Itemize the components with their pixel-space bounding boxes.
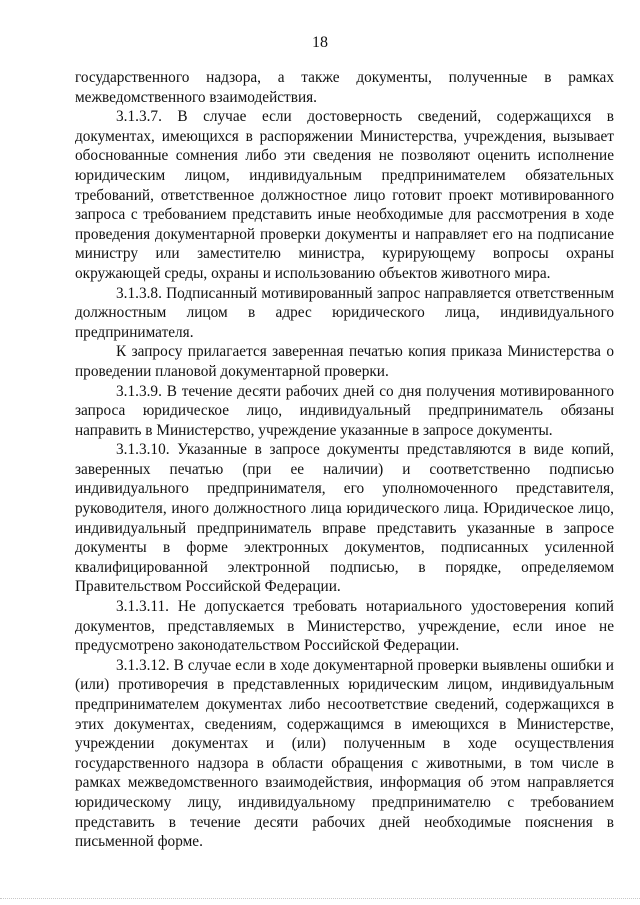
page-number: 18 [312, 34, 328, 51]
paragraph-3-1-3-8: 3.1.3.8. Подписанный мотивированный запрос направляется ответственным должностным лицом в адрес юридического лица, индивидуального предпринимателя. [75, 284, 614, 341]
paragraph-continuation: государственного надзора, а также документы, полученные в рамках межведомственного взаимодействия. [75, 69, 614, 106]
paragraph-request-attachment: К запросу прилагается заверенная печатью копия приказа Министерства о проведении плановой документарной проверки. [75, 343, 614, 380]
paragraph-3-1-3-10: 3.1.3.10. Указанные в запросе документы представляются в виде копий, заверенных печатью (при ее наличии) и соответственно подписью индивидуального предпринимателя, его уполномоченного представителя, руководителя, иного должностного лица юридического лица. Юридическое лицо, индивидуальный предприниматель вправе представить указанные в запросе документы в форме электронных документов, подписанных усиленной квалифицированной электронной подписью, в порядке, определяемом Правительством Российской Федерации. [75, 441, 614, 596]
paragraph-3-1-3-9: 3.1.3.9. В течение десяти рабочих дней со дня получения мотивированного запроса юридическое лицо, индивидуальный предприниматель обязаны направить в Министерство, учреждение указанные в запросе документы. [75, 382, 614, 439]
paragraph-3-1-3-7: 3.1.3.7. В случае если достоверность сведений, содержащихся в документах, имеющихся в распоряжении Министерства, учреждения, вызывает обоснованные сомнения либо эти сведения не позволяют оценить исполнение юридическим лицом, индивидуальным предпринимателем обязательных требований, ответственное должностное лицо готовит проект мотивированного запроса с требованием представить иные необходимые для рассмотрения в ходе проведения документарной проверки документы и направляет его на подписание министру или заместителю министра, курирующему вопросы охраны окружающей среды, охраны и использованию объектов животного мира. [75, 108, 614, 282]
paragraph-3-1-3-12: 3.1.3.12. В случае если в ходе документарной проверки выявлены ошибки и (или) противоречия в представленных юридическим лицом, индивидуальным предпринимателем документах либо несоответствие сведений, содержащихся в этих документах, сведениям, содержащимся в имеющихся в Министерстве, учреждении документах и (или) полученным в ходе осуществления государственного надзора в области обращения с животными, в том числе в рамках межведомственного взаимодействия, информация об этом направляется юридическому лицу, индивидуальному предпринимателю с требованием представить в течение десяти рабочих дней необходимые пояснения в письменной форме. [75, 656, 614, 851]
paragraph-3-1-3-11: 3.1.3.11. Не допускается требовать нотариального удостоверения копий документов, представляемых в Министерство, учреждение, если иное не предусмотрено законодательством Российской Федерации. [75, 598, 614, 655]
document-body [75, 68, 614, 852]
scan-bottom-edge [0, 898, 640, 899]
